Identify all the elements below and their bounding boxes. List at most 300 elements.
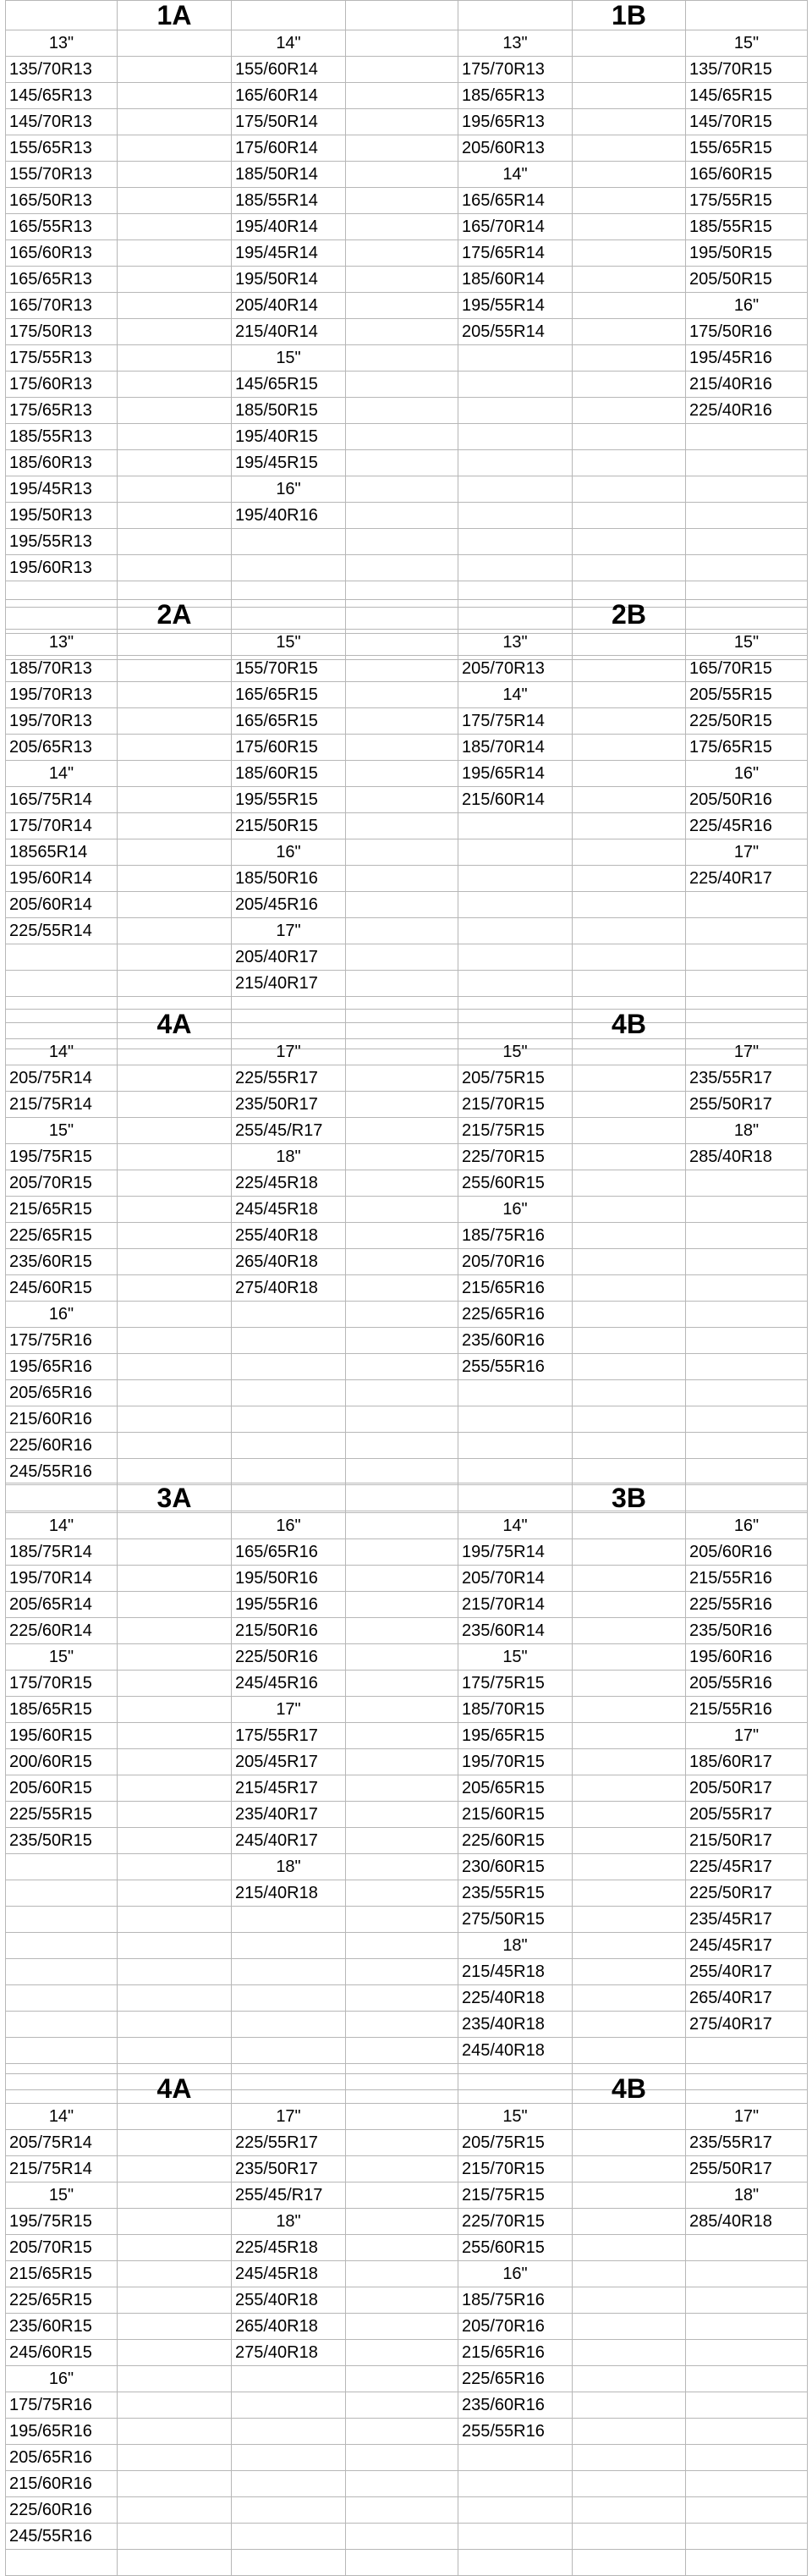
- table-row: [6, 1459, 808, 1485]
- rim-size-header: 16": [6, 2366, 118, 2392]
- tire-size: 155/65R13: [6, 135, 118, 162]
- tire-size: 165/60R15: [686, 162, 808, 188]
- empty-cell: [573, 1828, 686, 1854]
- empty-cell: [346, 656, 458, 682]
- tire-size: 265/40R18: [232, 1249, 346, 1275]
- tire-size: 205/70R16: [458, 1249, 573, 1275]
- section-title: 2A: [118, 600, 232, 630]
- tire-size: 205/50R16: [686, 787, 808, 813]
- empty-cell: [573, 682, 686, 708]
- empty-cell: [686, 1354, 808, 1380]
- tire-size: 175/55R13: [6, 345, 118, 372]
- tire-size: 185/65R13: [458, 83, 573, 109]
- empty-cell: [118, 529, 232, 555]
- tire-size: 255/60R15: [458, 1170, 573, 1197]
- tire-size: 215/65R15: [6, 2261, 118, 2287]
- empty-cell: [573, 398, 686, 424]
- empty-cell: [346, 2550, 458, 2576]
- tire-size: 215/50R15: [232, 813, 346, 839]
- empty-cell: [6, 2550, 118, 2576]
- tire-size: 225/45R16: [686, 813, 808, 839]
- empty-cell: [346, 630, 458, 656]
- tire-size: 275/40R17: [686, 2012, 808, 2038]
- empty-cell: [573, 866, 686, 892]
- rim-size-header: 17": [232, 1697, 346, 1723]
- tire-size: 255/45/R17: [232, 2182, 346, 2209]
- empty-cell: [573, 1459, 686, 1485]
- tire-size: 195/60R13: [6, 555, 118, 581]
- empty-cell: [458, 944, 573, 971]
- tire-size: 145/65R15: [686, 83, 808, 109]
- empty-cell: [118, 971, 232, 997]
- empty-cell: [573, 2392, 686, 2419]
- tire-size: 165/65R15: [232, 682, 346, 708]
- tire-size: 255/50R17: [686, 2156, 808, 2182]
- tire-size: 215/65R15: [6, 1197, 118, 1223]
- empty-cell: [346, 1118, 458, 1144]
- tire-size: 195/60R14: [6, 866, 118, 892]
- empty-cell: [458, 555, 573, 581]
- empty-cell: [118, 813, 232, 839]
- empty-cell: [346, 1197, 458, 1223]
- table-row: [6, 1592, 808, 1618]
- tire-size: 225/45R18: [232, 2235, 346, 2261]
- rim-size-header: 13": [6, 630, 118, 656]
- tire-size: 235/55R17: [686, 1065, 808, 1092]
- empty-cell: [346, 345, 458, 372]
- tire-size: 225/50R16: [232, 1644, 346, 1671]
- empty-cell: [573, 1802, 686, 1828]
- table-row: [6, 1354, 808, 1380]
- empty-cell: [346, 1671, 458, 1697]
- tire-size: 195/55R15: [232, 787, 346, 813]
- rim-size-header: 15": [686, 630, 808, 656]
- empty-cell: [346, 2261, 458, 2287]
- table-row: [6, 2287, 808, 2314]
- rim-size-header: 16": [458, 2261, 573, 2287]
- table-row: [6, 918, 808, 944]
- empty-cell: [573, 2471, 686, 2497]
- tire-size: 215/65R16: [458, 2340, 573, 2366]
- tire-size: 18565R14: [6, 839, 118, 866]
- section-title: 4A: [118, 2074, 232, 2104]
- empty-cell: [573, 839, 686, 866]
- table-row: [6, 1802, 808, 1828]
- empty-cell: [346, 2445, 458, 2471]
- tire-size: 205/55R14: [458, 319, 573, 345]
- rim-size-header: 16": [232, 1513, 346, 1539]
- empty-cell: [118, 1618, 232, 1644]
- tire-size: 195/70R13: [6, 708, 118, 735]
- tire-size: 205/60R16: [686, 1539, 808, 1566]
- table-row: [6, 1170, 808, 1197]
- rim-size-header: 15": [232, 345, 346, 372]
- table-row: [6, 2366, 808, 2392]
- tire-size: 230/60R15: [458, 1854, 573, 1880]
- tire-size: 195/50R14: [232, 267, 346, 293]
- tire-size: 255/60R15: [458, 2235, 573, 2261]
- table-row: [6, 1144, 808, 1170]
- section-title: 1A: [118, 1, 232, 30]
- empty-cell: [118, 1249, 232, 1275]
- tire-size: 165/75R14: [6, 787, 118, 813]
- empty-cell: [573, 1223, 686, 1249]
- empty-cell: [118, 1985, 232, 2012]
- empty-cell: [573, 735, 686, 761]
- tire-size: 215/60R16: [6, 1406, 118, 1433]
- empty-cell: [346, 2012, 458, 2038]
- tire-size: 245/45R16: [232, 1671, 346, 1697]
- empty-cell: [686, 2314, 808, 2340]
- tire-size: 205/65R14: [6, 1592, 118, 1618]
- table-row: [6, 2209, 808, 2235]
- empty-cell: [458, 892, 573, 918]
- empty-cell: [573, 2287, 686, 2314]
- rim-size-header: 14": [6, 2104, 118, 2130]
- empty-cell: [118, 918, 232, 944]
- table-row: [6, 1197, 808, 1223]
- tire-size: 185/75R16: [458, 2287, 573, 2314]
- tire-size: 195/65R16: [6, 1354, 118, 1380]
- rim-size-header: 13": [458, 630, 573, 656]
- empty-cell: [232, 1406, 346, 1433]
- empty-cell: [346, 2497, 458, 2524]
- tire-size: 215/40R18: [232, 1880, 346, 1907]
- empty-cell: [573, 2209, 686, 2235]
- empty-cell: [118, 1933, 232, 1959]
- empty-cell: [118, 1406, 232, 1433]
- tire-size: 255/50R17: [686, 1092, 808, 1118]
- table-row: [6, 1749, 808, 1775]
- tire-size: 145/70R13: [6, 109, 118, 135]
- tire-size: 175/65R13: [6, 398, 118, 424]
- tire-size: 205/40R14: [232, 293, 346, 319]
- tire-size: 215/70R15: [458, 2156, 573, 2182]
- empty-cell: [573, 1697, 686, 1723]
- empty-cell: [573, 1880, 686, 1907]
- empty-cell: [458, 600, 573, 630]
- empty-cell: [118, 57, 232, 83]
- table-row: [6, 1933, 808, 1959]
- table-row: [6, 2104, 808, 2130]
- empty-cell: [118, 30, 232, 57]
- tire-size: 225/50R15: [686, 708, 808, 735]
- empty-cell: [573, 476, 686, 503]
- empty-cell: [458, 2524, 573, 2550]
- empty-cell: [6, 1854, 118, 1880]
- table-row: [6, 1723, 808, 1749]
- tire-size: 225/65R16: [458, 2366, 573, 2392]
- tire-size: 215/65R16: [458, 1275, 573, 1302]
- tire-size: 215/60R14: [458, 787, 573, 813]
- empty-cell: [346, 424, 458, 450]
- empty-cell: [686, 2235, 808, 2261]
- empty-cell: [573, 1775, 686, 1802]
- empty-cell: [573, 1671, 686, 1697]
- empty-cell: [686, 1249, 808, 1275]
- empty-cell: [118, 2104, 232, 2130]
- empty-cell: [573, 2419, 686, 2445]
- empty-cell: [232, 2366, 346, 2392]
- empty-cell: [346, 1223, 458, 1249]
- empty-cell: [118, 1513, 232, 1539]
- tire-size: 215/60R16: [6, 2471, 118, 2497]
- tire-size: 135/70R13: [6, 57, 118, 83]
- tire-size: 235/60R16: [458, 1328, 573, 1354]
- empty-cell: [346, 2074, 458, 2104]
- tire-size: 185/60R17: [686, 1749, 808, 1775]
- empty-cell: [232, 1380, 346, 1406]
- tire-size: 165/65R16: [232, 1539, 346, 1566]
- rim-size-header: 15": [232, 630, 346, 656]
- empty-cell: [232, 2419, 346, 2445]
- empty-cell: [346, 1354, 458, 1380]
- tire-size: 165/50R13: [6, 188, 118, 214]
- rim-size-header: 15": [686, 30, 808, 57]
- empty-cell: [573, 892, 686, 918]
- tire-size: 245/55R16: [6, 2524, 118, 2550]
- empty-cell: [118, 109, 232, 135]
- tire-size: 165/70R14: [458, 214, 573, 240]
- tire-size: 225/70R15: [458, 1144, 573, 1170]
- empty-cell: [118, 1354, 232, 1380]
- table-row: [6, 1697, 808, 1723]
- empty-cell: [232, 1959, 346, 1985]
- empty-cell: [346, 30, 458, 57]
- empty-cell: [118, 2156, 232, 2182]
- tire-size: 175/55R15: [686, 188, 808, 214]
- empty-cell: [346, 2182, 458, 2209]
- empty-cell: [573, 1118, 686, 1144]
- empty-cell: [686, 971, 808, 997]
- empty-cell: [118, 1433, 232, 1459]
- empty-cell: [118, 2209, 232, 2235]
- empty-cell: [346, 971, 458, 997]
- empty-cell: [686, 1328, 808, 1354]
- empty-cell: [458, 971, 573, 997]
- empty-cell: [346, 214, 458, 240]
- empty-cell: [118, 944, 232, 971]
- tire-size: 205/75R15: [458, 2130, 573, 2156]
- empty-cell: [458, 1406, 573, 1433]
- empty-cell: [232, 1907, 346, 1933]
- rim-size-header: 18": [686, 1118, 808, 1144]
- empty-cell: [118, 866, 232, 892]
- empty-cell: [346, 319, 458, 345]
- empty-cell: [573, 1065, 686, 1092]
- tire-size: 195/60R15: [6, 1723, 118, 1749]
- empty-cell: [6, 1, 118, 30]
- empty-cell: [118, 1328, 232, 1354]
- empty-cell: [686, 1433, 808, 1459]
- empty-cell: [346, 1985, 458, 2012]
- empty-cell: [118, 214, 232, 240]
- tire-size: 185/55R15: [686, 214, 808, 240]
- tire-size: 205/60R14: [6, 892, 118, 918]
- tire-size: 235/55R15: [458, 1880, 573, 1907]
- empty-cell: [573, 1907, 686, 1933]
- empty-cell: [346, 1802, 458, 1828]
- empty-cell: [118, 1223, 232, 1249]
- tire-size: 255/40R18: [232, 1223, 346, 1249]
- empty-cell: [118, 2235, 232, 2261]
- tire-size: 155/70R13: [6, 162, 118, 188]
- tire-size: 235/50R16: [686, 1618, 808, 1644]
- empty-cell: [573, 1618, 686, 1644]
- tire-size: 255/55R16: [458, 2419, 573, 2445]
- rim-size-header: 15": [458, 2104, 573, 2130]
- empty-cell: [458, 398, 573, 424]
- tire-size: 175/55R17: [232, 1723, 346, 1749]
- tire-size: 225/65R15: [6, 1223, 118, 1249]
- table-row: [6, 398, 808, 424]
- table-row: [6, 450, 808, 476]
- rim-size-header: 14": [6, 1513, 118, 1539]
- empty-cell: [118, 2182, 232, 2209]
- tire-size: 255/45/R17: [232, 1118, 346, 1144]
- empty-cell: [118, 2261, 232, 2287]
- empty-cell: [346, 761, 458, 787]
- table-row: [6, 1985, 808, 2012]
- tire-size: 175/70R15: [6, 1671, 118, 1697]
- tire-size: 175/75R16: [6, 2392, 118, 2419]
- tire-size: 175/50R13: [6, 319, 118, 345]
- empty-cell: [232, 1010, 346, 1039]
- tire-size: 195/75R15: [6, 2209, 118, 2235]
- tire-size: 175/70R13: [458, 57, 573, 83]
- tire-size: 225/55R15: [6, 1802, 118, 1828]
- tire-size: 145/70R15: [686, 109, 808, 135]
- empty-cell: [573, 1566, 686, 1592]
- empty-cell: [232, 1483, 346, 1513]
- rim-size-header: 14": [458, 162, 573, 188]
- tire-size: 225/60R15: [458, 1828, 573, 1854]
- empty-cell: [232, 2445, 346, 2471]
- table-row: [6, 83, 808, 109]
- tire-size: 215/45R18: [458, 1959, 573, 1985]
- empty-cell: [346, 1618, 458, 1644]
- empty-cell: [118, 1459, 232, 1485]
- rim-size-header: 17": [232, 918, 346, 944]
- empty-cell: [686, 944, 808, 971]
- empty-cell: [346, 2287, 458, 2314]
- tire-size: 235/45R17: [686, 1907, 808, 1933]
- tire-size: 255/40R17: [686, 1959, 808, 1985]
- table-row: [6, 2038, 808, 2064]
- empty-cell: [346, 1065, 458, 1092]
- tire-size: 205/60R13: [458, 135, 573, 162]
- empty-cell: [118, 1118, 232, 1144]
- tire-size: 225/40R18: [458, 1985, 573, 2012]
- tire-size: 225/60R16: [6, 1433, 118, 1459]
- empty-cell: [346, 1459, 458, 1485]
- tire-size: 185/50R14: [232, 162, 346, 188]
- empty-cell: [118, 735, 232, 761]
- empty-cell: [118, 1749, 232, 1775]
- table-row: [6, 1644, 808, 1671]
- table-row: [6, 2261, 808, 2287]
- empty-cell: [573, 918, 686, 944]
- table-row: [6, 1380, 808, 1406]
- table-row: [6, 529, 808, 555]
- tire-size: 145/65R15: [232, 372, 346, 398]
- section-title: 2B: [573, 600, 686, 630]
- empty-cell: [573, 1985, 686, 2012]
- rim-size-header: 17": [232, 2104, 346, 2130]
- empty-cell: [686, 476, 808, 503]
- tire-size: 235/60R14: [458, 1618, 573, 1644]
- empty-cell: [346, 555, 458, 581]
- empty-cell: [458, 839, 573, 866]
- rim-size-header: 18": [232, 1144, 346, 1170]
- empty-cell: [6, 1907, 118, 1933]
- empty-cell: [686, 1275, 808, 1302]
- empty-cell: [346, 188, 458, 214]
- rim-size-header: 15": [6, 1118, 118, 1144]
- empty-cell: [346, 682, 458, 708]
- tire-size: 195/45R16: [686, 345, 808, 372]
- empty-cell: [573, 2156, 686, 2182]
- table-row: [6, 892, 808, 918]
- empty-cell: [346, 1513, 458, 1539]
- empty-cell: [686, 1380, 808, 1406]
- empty-cell: [346, 503, 458, 529]
- empty-cell: [346, 1749, 458, 1775]
- rim-size-header: 13": [458, 30, 573, 57]
- empty-cell: [346, 109, 458, 135]
- empty-cell: [686, 2550, 808, 2576]
- empty-cell: [346, 1959, 458, 1985]
- empty-cell: [573, 30, 686, 57]
- empty-cell: [6, 1483, 118, 1513]
- tire-size: 185/70R14: [458, 735, 573, 761]
- empty-cell: [458, 345, 573, 372]
- tire-size: 205/65R16: [6, 2445, 118, 2471]
- tire-size: 195/65R15: [458, 1723, 573, 1749]
- tire-size: 215/55R16: [686, 1697, 808, 1723]
- empty-cell: [118, 1959, 232, 1985]
- table-row: [6, 2445, 808, 2471]
- empty-cell: [686, 2287, 808, 2314]
- table-row: [6, 2392, 808, 2419]
- table-row: [6, 267, 808, 293]
- empty-cell: [573, 2130, 686, 2156]
- table-row: [6, 188, 808, 214]
- empty-cell: [118, 2038, 232, 2064]
- tire-size: 205/70R16: [458, 2314, 573, 2340]
- table-row: [6, 708, 808, 735]
- table-row: [6, 1302, 808, 1328]
- tire-size: 185/70R15: [458, 1697, 573, 1723]
- empty-cell: [346, 918, 458, 944]
- tire-size: 225/45R18: [232, 1170, 346, 1197]
- table-row: [6, 476, 808, 503]
- empty-cell: [573, 1433, 686, 1459]
- table-row: [6, 1118, 808, 1144]
- empty-cell: [346, 1880, 458, 1907]
- tire-size: 225/65R15: [6, 2287, 118, 2314]
- tire-size: 245/40R18: [458, 2038, 573, 2064]
- tire-size: 235/40R18: [458, 2012, 573, 2038]
- empty-cell: [118, 1092, 232, 1118]
- tire-size: 235/50R17: [232, 1092, 346, 1118]
- empty-cell: [686, 2524, 808, 2550]
- empty-cell: [118, 555, 232, 581]
- tire-size: 195/45R15: [232, 450, 346, 476]
- table-row: [6, 2340, 808, 2366]
- tire-size: 185/55R13: [6, 424, 118, 450]
- table-row: [6, 214, 808, 240]
